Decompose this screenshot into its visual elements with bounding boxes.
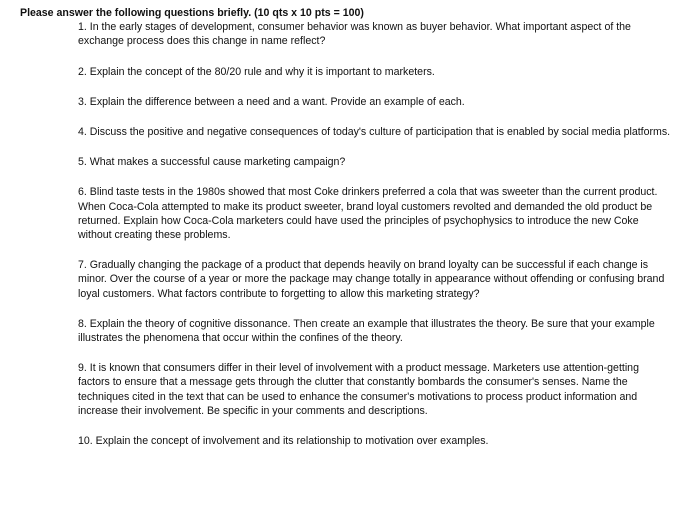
question-1: 1. In the early stages of development, consumer behavior was known as buyer behavior. What important aspect of the exchange process does this change in name reflect?: [78, 21, 631, 48]
question-7: 7. Gradually changing the package of a product that depends heavily on brand loyalty can be successful if each change is minor. Over the course of a year or more the package may change totally in appearance without offending or confusing brand loyal customers. What factors contribute to forgetting to allow this marketing strategy?: [78, 259, 665, 300]
question-4: 4. Discuss the positive and negative consequences of today's culture of participation that is enabled by social media platforms.: [78, 126, 671, 139]
question-2: 2. Explain the concept of the 80/20 rule and why it is important to marketers.: [78, 65, 435, 78]
question-9: 9. It is known that consumers differ in their level of involvement with a product message. Marketers use attention-getting factors to ensure that a message gets through the clutter that constantly bombards the consumer's senses. Name the techniques cited in the text that can be used to enhance the consumer's motivations to process product information and increase their involvement. Be specific in your comments and descriptions.: [78, 362, 639, 417]
instructions-header: Please answer the following questions briefly. (10 qts x 10 pts = 100): [20, 7, 364, 19]
question-5: 5. What makes a successful cause marketing campaign?: [78, 156, 346, 169]
question-10: 10. Explain the concept of involvement and its relationship to motivation over examples.: [78, 435, 489, 448]
question-8: 8. Explain the theory of cognitive dissonance. Then create an example that illustrates the theory. Be sure that your example illustrates the phenomena that occur within the confines of the theory.: [78, 317, 655, 345]
question-3: 3. Explain the difference between a need and a want. Provide an example of each.: [78, 95, 465, 108]
question-6: 6. Blind taste tests in the 1980s showed that most Coke drinkers preferred a cola that was sweeter than the current product. When Coca-Cola attempted to make its product sweeter, brand loyal customers revolted and demanded the old product be returned. Explain how Coca-Cola marketers could have used the principles of psychophysics to introduce the new Coke without creating these problems.: [78, 186, 658, 242]
question-list: [20, 20, 672, 448]
